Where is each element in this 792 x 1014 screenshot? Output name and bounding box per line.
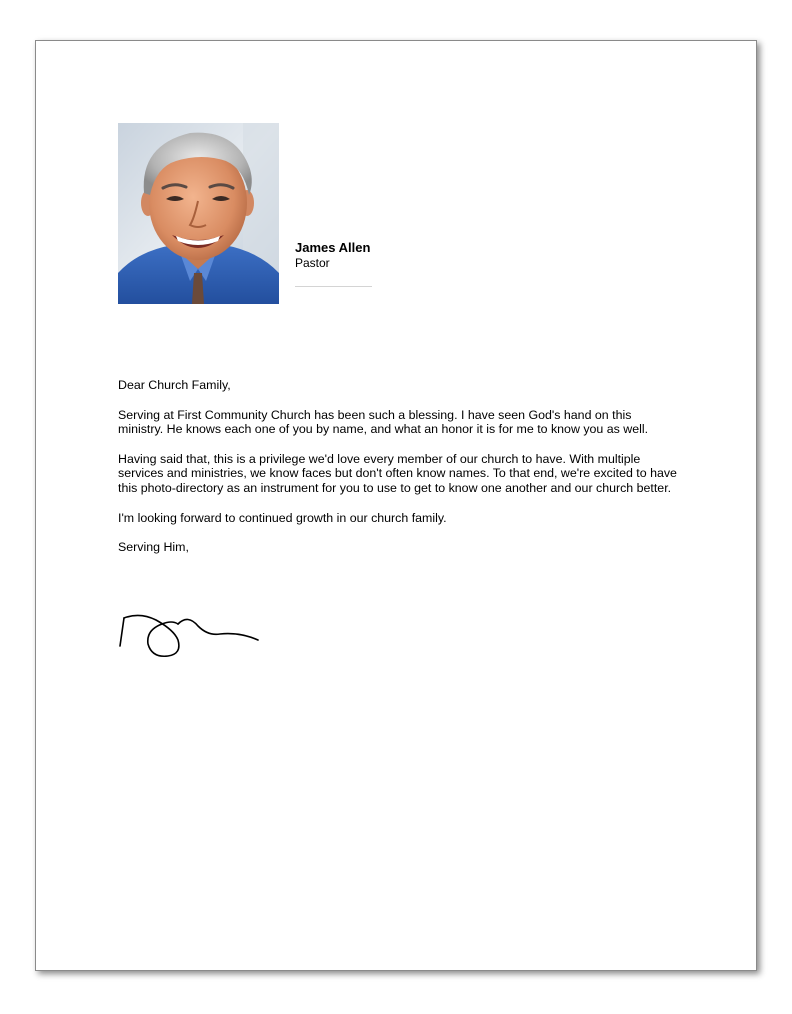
letter-closing: Serving Him, [118,540,189,555]
author-title: Pastor [295,256,330,270]
letter-greeting: Dear Church Family, [118,378,231,392]
divider [295,286,372,287]
author-block [295,240,375,287]
letter-paragraph: Having said that, this is a privilege we'd love every member of our church to have. With multiple services and ministries, we know faces but don't often know names. To that end, we're excited to have this photo-directory as an instrument for you to use to get to know one another and our church better. [118,451,677,495]
pastor-photo [118,123,279,304]
letter-paragraph: I'm looking forward to continued growth in our church family. [118,510,447,525]
letter-paragraph: Serving at First Community Church has been such a blessing. I have seen God's hand on this ministry. He knows each one of you by name, and what an honor it is for me to know you as well. [118,407,649,437]
letter-body [118,378,678,570]
author-name: James Allen [295,240,371,255]
letter-page [35,40,757,971]
signature [116,606,266,671]
